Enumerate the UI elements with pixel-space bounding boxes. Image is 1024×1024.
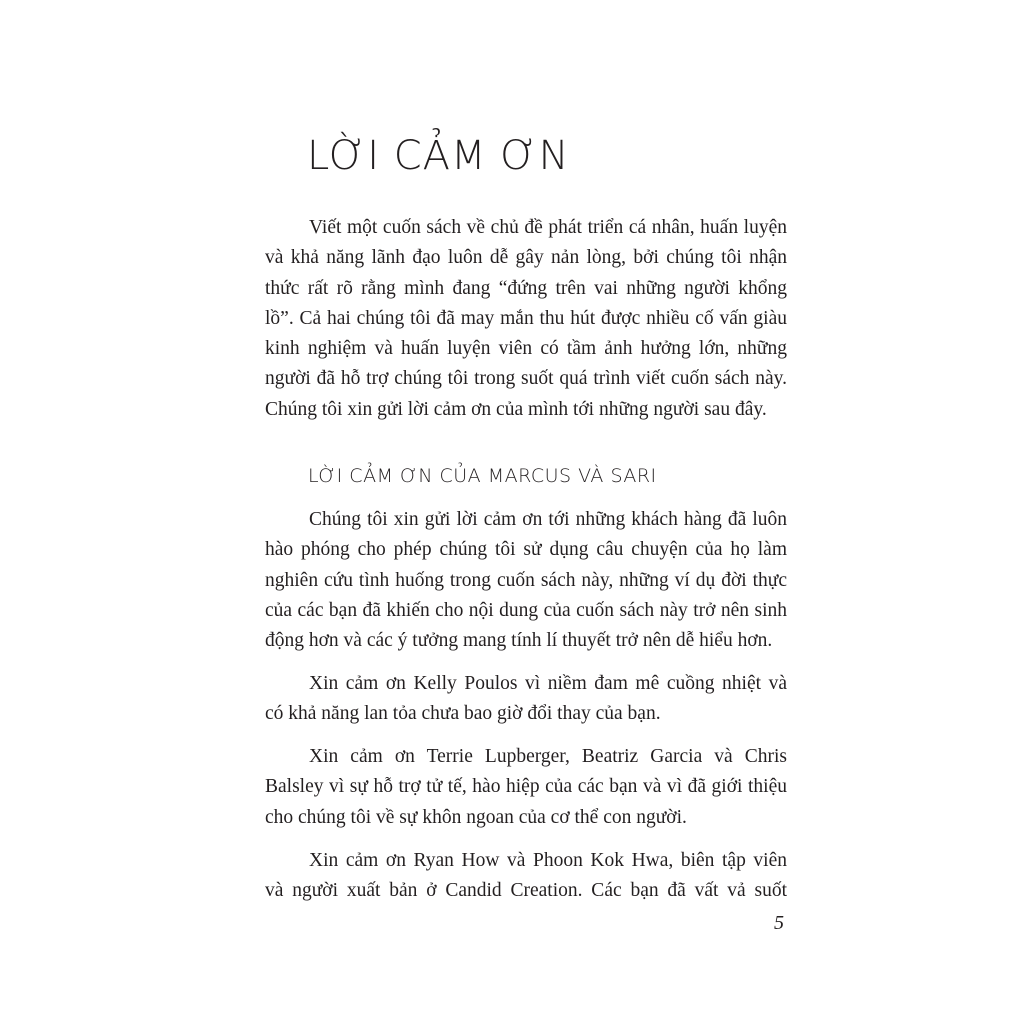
- body-paragraph: [265, 505, 787, 656]
- page-number: 5: [774, 912, 784, 934]
- text-line: cho chúng tôi về sự khôn ngoan của cơ thể con người.: [265, 806, 687, 828]
- text-line: Xin cảm ơn Terrie Lupberger, Beatriz Garcia và Chris: [309, 746, 787, 767]
- text-line: Viết một cuốn sách về chủ đề phát triển cá nhân, huấn luyện: [309, 217, 787, 238]
- text-line: Balsley vì sự hỗ trợ tử tế, hào hiệp của các bạn và vì đã giới thiệu: [265, 776, 787, 798]
- text-line: Xin cảm ơn Kelly Poulos vì niềm đam mê cuồng nhiệt và: [309, 673, 787, 694]
- text-line: kinh nghiệm và huấn luyện viên có tầm ảnh hưởng lớn, những: [265, 338, 787, 360]
- text-line: Chúng tôi xin gửi lời cảm ơn của mình tới những người sau đây.: [265, 398, 767, 420]
- body-paragraph: [265, 742, 787, 833]
- body-paragraph: [265, 846, 787, 907]
- text-line: lồ”. Cả hai chúng tôi đã may mắn thu hút được nhiều cố vấn giàu: [265, 307, 787, 329]
- section-heading: LỜI CẢM ƠN CỦA MARCUS VÀ SARI: [308, 465, 657, 487]
- text-line: Chúng tôi xin gửi lời cảm ơn tới những khách hàng đã luôn: [309, 509, 787, 530]
- text-line: người đã hỗ trợ chúng tôi trong suốt quá trình viết cuốn sách này.: [265, 368, 787, 390]
- body-paragraph: [265, 669, 787, 730]
- page-title: LỜI CẢM ƠN: [307, 133, 570, 179]
- text-line: và người xuất bản ở Candid Creation. Các bạn đã vất vả suốt: [265, 880, 787, 902]
- text-line: động hơn và các ý tưởng mang tính lí thuyết trở nên dễ hiểu hơn.: [265, 630, 773, 652]
- text-line: và khả năng lãnh đạo luôn dễ gây nản lòng, bởi chúng tôi nhận: [265, 247, 787, 269]
- intro-paragraph: [265, 213, 787, 425]
- text-line: Xin cảm ơn Ryan How và Phoon Kok Hwa, biên tập viên: [309, 850, 787, 871]
- text-line: hào phóng cho phép chúng tôi sử dụng câu chuyện của họ làm: [265, 539, 787, 561]
- text-line: nghiên cứu tình huống trong cuốn sách này, những ví dụ đời thực: [265, 569, 787, 591]
- text-line: của các bạn đã khiến cho nội dung của cuốn sách này trở nên sinh: [265, 599, 787, 621]
- text-line: thức rất rõ rằng mình đang “đứng trên vai những người khổng: [265, 277, 787, 299]
- text-line: có khả năng lan tỏa chưa bao giờ đổi thay của bạn.: [265, 703, 661, 725]
